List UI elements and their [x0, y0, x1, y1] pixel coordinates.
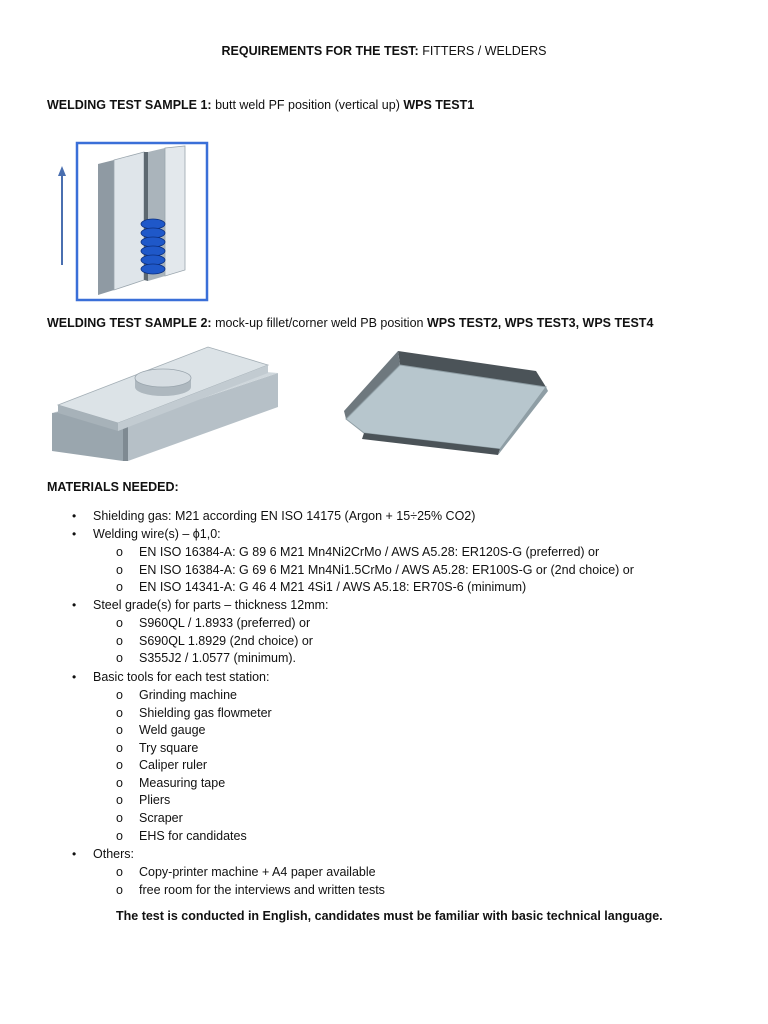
sub-item-text: Caliper ruler [139, 758, 208, 772]
sample1-figure [52, 140, 212, 305]
butt-weld-icon [52, 140, 212, 305]
sub-item-text: free room for the interviews and written tests [139, 883, 385, 897]
sub-item-text: EHS for candidates [139, 829, 247, 843]
sub-item-text: Grinding machine [139, 688, 237, 702]
materials-heading-text: MATERIALS NEEDED: [47, 480, 179, 494]
page-title [0, 44, 768, 58]
bullet: • [72, 509, 77, 523]
fillet-plate-icon [48, 343, 288, 465]
sub-bullet: o [116, 688, 123, 702]
sub-bullet: o [116, 758, 123, 772]
sub-item-text: Weld gauge [139, 723, 206, 737]
sub-item-text: Try square [139, 741, 199, 755]
sub-bullet: o [116, 580, 123, 594]
list-item-text: Basic tools for each test station: [93, 670, 270, 684]
sub-item-text: EN ISO 16384-A: G 69 6 M21 Mn4Ni1.5CrMo / AWS A5.28: ER100S-G or (2nd choice) or [139, 563, 634, 577]
sample2-figure-tray [340, 345, 552, 457]
sub-bullet: o [116, 563, 123, 577]
sub-bullet: o [116, 883, 123, 897]
list-item-text: Steel grade(s) for parts – thickness 12mm: [93, 598, 329, 612]
sub-item-text: Measuring tape [139, 776, 226, 790]
sub-bullet: o [116, 634, 123, 648]
sample1-wps: WPS TEST1 [403, 98, 475, 112]
bullet: • [72, 847, 77, 861]
language-note: The test is conducted in English, candidates must be familiar with basic technical language. [116, 909, 663, 923]
sample2-wps: WPS TEST2, WPS TEST3, WPS TEST4 [426, 316, 654, 330]
list-item-text: Shielding gas: M21 according EN ISO 14175 (Argon + 15÷25% CO2) [93, 509, 476, 523]
list-item-text: Others: [93, 847, 134, 861]
sub-bullet: o [116, 793, 123, 807]
sub-item-text: S355J2 / 1.0577 (minimum). [139, 651, 297, 665]
sub-item-text: S960QL / 1.8933 (preferred) or [139, 616, 311, 630]
bullet: • [72, 670, 77, 684]
title-rest: FITTERS / WELDERS [418, 44, 547, 58]
bullet: • [72, 527, 77, 541]
sub-bullet: o [116, 811, 123, 825]
corner-tray-icon [340, 345, 552, 457]
sub-item-text: EN ISO 16384-A: G 89 6 M21 Mn4Ni2CrMo / AWS A5.28: ER120S-G (preferred) or [139, 545, 600, 559]
list-item-text: Welding wire(s) – ϕ1,0: [93, 527, 221, 541]
sub-item-text: S690QL 1.8929 (2nd choice) or [139, 634, 313, 648]
sub-item-text: Copy-printer machine + A4 paper available [139, 865, 376, 879]
sub-bullet: o [116, 706, 123, 720]
sample1-description: butt weld PF position (vertical up) [211, 98, 404, 112]
sub-bullet: o [116, 651, 123, 665]
sample1-heading [47, 98, 474, 112]
sub-bullet: o [116, 723, 123, 737]
sub-bullet: o [116, 616, 123, 630]
sample2-description: mock-up fillet/corner weld PB position [211, 316, 427, 330]
sample1-label: WELDING TEST SAMPLE 1: [47, 98, 212, 112]
sub-item-text: EN ISO 14341-A: G 46 4 M21 4Si1 / AWS A5.18: ER70S-6 (minimum) [139, 580, 527, 594]
sub-bullet: o [116, 829, 123, 843]
sub-bullet: o [116, 741, 123, 755]
sub-bullet: o [116, 545, 123, 559]
sample2-heading [47, 316, 653, 330]
sub-item-text: Scraper [139, 811, 183, 825]
materials-heading [47, 480, 179, 494]
title-bold: REQUIREMENTS FOR THE TEST: [221, 44, 419, 58]
sub-bullet: o [116, 776, 123, 790]
sub-item-text: Shielding gas flowmeter [139, 706, 272, 720]
sample2-figure-plate [48, 343, 288, 465]
sub-item-text: Pliers [139, 793, 171, 807]
sample2-label: WELDING TEST SAMPLE 2: [47, 316, 212, 330]
sub-bullet: o [116, 865, 123, 879]
bullet: • [72, 598, 77, 612]
